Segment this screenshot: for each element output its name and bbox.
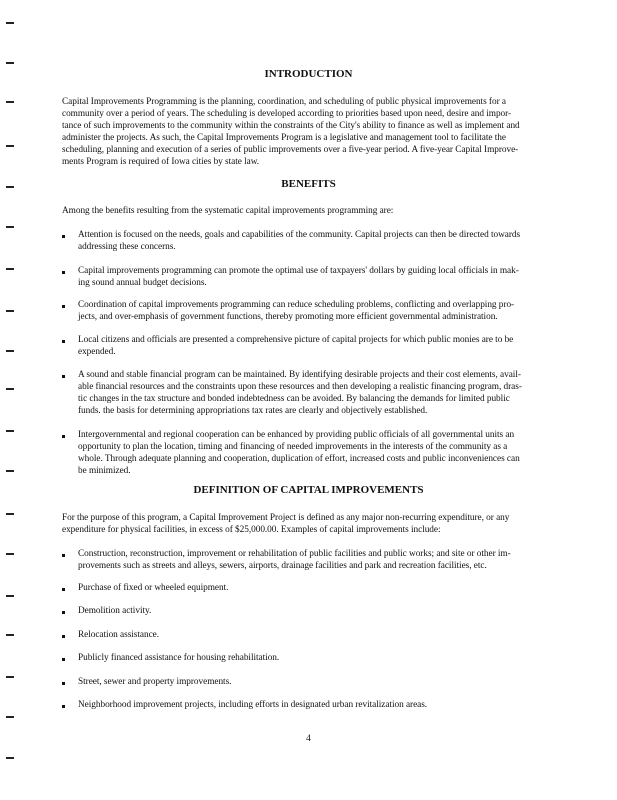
bullet-icon (62, 271, 65, 274)
bullet-icon (62, 305, 65, 308)
benefit-item: jects, and over-emphasis of government functions, thereby promoting more efficient governmental administration. (78, 312, 498, 322)
scan-mark (6, 350, 14, 352)
benefit-item: whole. Through adequate planning and cooperation, duplication of effort, increased costs and public inconveniences can (78, 454, 520, 464)
benefit-item: A sound and stable financial program can be maintained. By identifying desirable projects and their cost elements, avail- (78, 370, 521, 380)
example-item: Neighborhood improvement projects, including efforts in designated urban revitalization areas. (78, 700, 428, 710)
definition-line: For the purpose of this program, a Capital Improvement Project is defined as any major non-recurring expenditure, or any (62, 513, 510, 523)
example-item: Purchase of fixed or wheeled equipment. (78, 583, 229, 593)
benefit-item: addressing these concerns. (78, 242, 176, 252)
scan-mark (6, 226, 14, 228)
bullet-icon (62, 235, 65, 238)
bullet-icon (62, 588, 65, 591)
intro-line: Capital Improvements Programming is the planning, coordination, and scheduling of public physical improvements for a (62, 97, 506, 107)
bullet-icon (62, 635, 65, 638)
scan-mark (6, 553, 14, 555)
benefit-item: opportunity to plan the location, timing and financing of needed improvements in the interests of the community as a (78, 442, 508, 452)
benefit-item: Capital improvements programming can promote the optimal use of taxpayers' dollars by guiding local officials in mak- (78, 266, 519, 276)
bullet-icon (62, 554, 65, 557)
benefit-item: Intergovernmental and regional cooperation can be enhanced by providing public officials of all governmental units an (78, 430, 515, 440)
benefit-item: Coordination of capital improvements programming can reduce scheduling problems, conflicting and overlapping pro- (78, 300, 515, 310)
intro-line: administer the projects. As such, the Capital Improvements Program is a legislative and management tool to facilitate the (62, 133, 506, 143)
intro-line: scheduling, planning and execution of a series of public improvements over a five-year period. A five-year Capital Improve- (62, 145, 519, 155)
definition-line: expenditure for physical facilities, in excess of $25,000.00. Examples of capital improvements include: (62, 525, 441, 535)
scan-mark (6, 634, 14, 636)
intro-line: ments Program is required of Iowa cities by state law. (62, 157, 260, 167)
scan-mark (6, 101, 14, 103)
scan-mark (6, 470, 14, 472)
bullet-icon (62, 375, 65, 378)
benefit-item: expended. (78, 347, 116, 357)
example-item: Relocation assistance. (78, 630, 159, 640)
benefit-item: be minimized. (78, 466, 131, 476)
scan-mark (6, 430, 14, 432)
scan-mark (6, 22, 14, 24)
scan-mark (6, 716, 14, 718)
scan-mark (6, 62, 14, 64)
heading-definition: DEFINITION OF CAPITAL IMPROVEMENTS (193, 484, 424, 496)
benefit-item: tic changes in the tax structure and bonded indebtedness can be avoided. By balancing the demands for limited public (78, 394, 510, 404)
benefit-item: Local citizens and officials are presented a comprehensive picture of capital projects for which public monies are to be (78, 335, 514, 345)
bullet-icon (62, 682, 65, 685)
example-item: provements such as streets and alleys, sewers, airports, drainage facilities and park and recreation facilities, etc. (78, 561, 487, 571)
intro-line: community over a period of years. The scheduling is developed according to priorities based upon need, desire and impor- (62, 109, 512, 119)
scan-mark (6, 145, 14, 147)
bullet-icon (62, 435, 65, 438)
benefit-item: able financial resources and the constraints upon these resources and then developing a realistic financing program, dras- (78, 382, 522, 392)
scan-mark (6, 310, 14, 312)
benefit-item: funds. the basis for determining appropriations tax rates are clearly and objectively established. (78, 406, 428, 416)
bullet-icon (62, 705, 65, 708)
example-item: Construction, reconstruction, improvement or rehabilitation of public facilities and public works; and site or other im- (78, 549, 511, 559)
scan-mark (6, 757, 14, 759)
scan-mark (6, 676, 14, 678)
example-item: Demolition activity. (78, 606, 152, 616)
example-item: Publicly financed assistance for housing rehabilitation. (78, 653, 280, 663)
intro-line: tance of such improvements to the community within the constraints of the City's ability to finance as well as implement and (62, 121, 520, 131)
scan-mark (6, 268, 14, 270)
benefit-item: ing sound annual budget decisions. (78, 278, 207, 288)
bullet-icon (62, 340, 65, 343)
scan-mark (6, 388, 14, 390)
benefits-lead: Among the benefits resulting from the systematic capital improvements programming are: (62, 206, 394, 216)
scan-mark (6, 513, 14, 515)
page-number: 4 (306, 734, 311, 744)
scan-mark (6, 595, 14, 597)
heading-benefits: BENEFITS (281, 178, 336, 190)
example-item: Street, sewer and property improvements. (78, 677, 232, 687)
heading-introduction: INTRODUCTION (264, 68, 353, 80)
bullet-icon (62, 658, 65, 661)
bullet-icon (62, 611, 65, 614)
benefit-item: Attention is focused on the needs, goals and capabilities of the community. Capital projects can then be directed towards (78, 230, 521, 240)
